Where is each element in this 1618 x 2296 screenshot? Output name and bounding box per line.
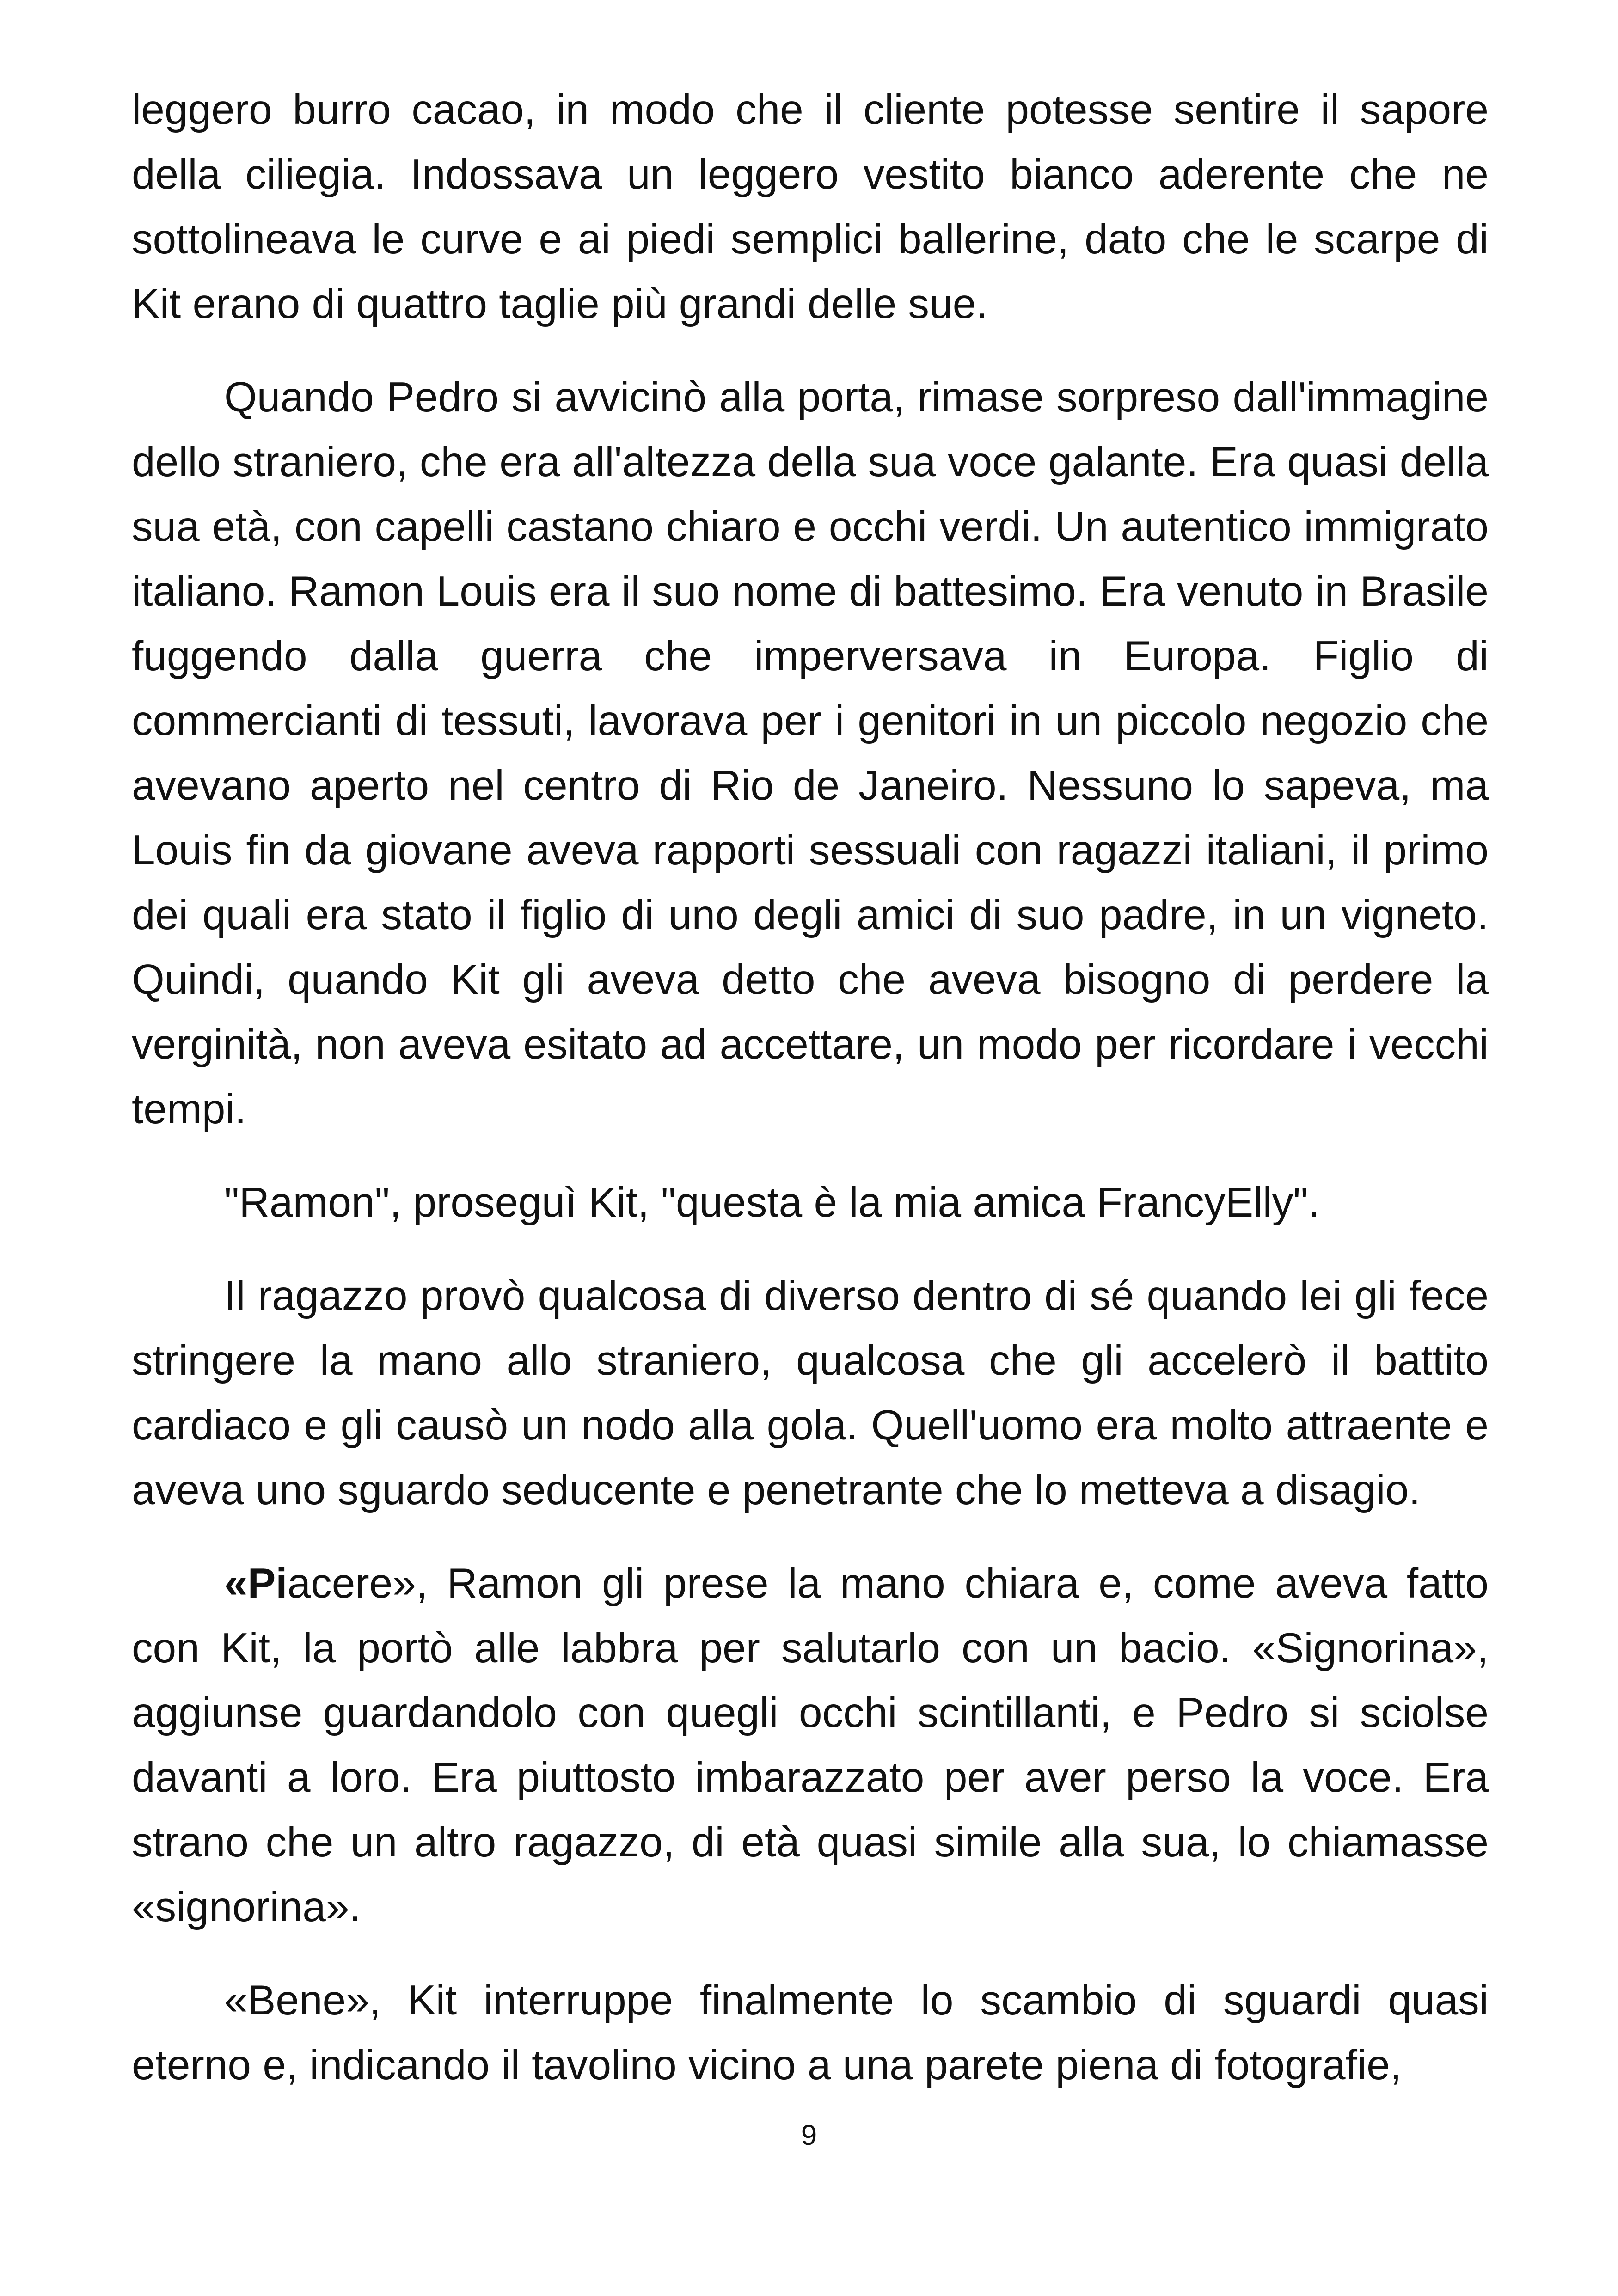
paragraph-2: Quando Pedro si avvicinò alla porta, rimase sorpreso dall'immagine dello straniero, che era all'altezza della sua voce galante. Era quasi della sua età, con capelli castano chiaro e occhi verdi. Un autentico immigrato italiano. Ramon Louis era il suo nome di battesimo. Era venuto in Brasile fuggendo dalla guerra che imperversava in Europa. Figlio di commercianti di tessuti, lavorava per i genitori in un piccolo negozio che avevano aperto nel centro di Rio de Janeiro. Nessuno lo sapeva, ma Louis fin da giovane aveva rapporti sessuali con ragazzi italiani, il primo dei quali era stato il figlio di uno degli amici di suo padre, in un vigneto. Quindi, quando Kit gli aveva detto che aveva bisogno di perdere la verginità, non aveva esitato ad accettare, un modo per ricordare i vecchi tempi. xyxy=(132,374,1489,1133)
bold-prefix: «Pi xyxy=(224,1560,288,1607)
page-number: 9 xyxy=(801,2119,817,2151)
paragraph-5-text: acere», Ramon gli prese la mano chiara e, come aveva fatto con Kit, la portò alle labbra per salutarlo con un bacio. «Signorina», aggiunse guardandolo con quegli occhi scintillanti, e Pedro si sciolse davanti a loro. Era piuttosto imbarazzato per aver perso la voce. Era strano che un altro ragazzo, di età quasi simile alla sua, lo chiamasse «signorina». xyxy=(132,1560,1489,1930)
paragraph-6: «Bene», Kit interruppe finalmente lo scambio di sguardi quasi eterno e, indicando il tavolino vicino a una parete piena di fotografie, xyxy=(132,1977,1489,2088)
body-text xyxy=(132,78,1489,2126)
paragraph-3: "Ramon", proseguì Kit, "questa è la mia amica FrancyElly". xyxy=(224,1179,1320,1226)
paragraph-1: leggero burro cacao, in modo che il cliente potesse sentire il sapore della ciliegia. Indossava un leggero vestito bianco aderente che ne sottolineava le curve e ai piedi semplici ballerine, dato che le scarpe di Kit erano di quattro taglie più grandi delle sue. xyxy=(132,86,1489,327)
paragraph-4: Il ragazzo provò qualcosa di diverso dentro di sé quando lei gli fece stringere la mano allo straniero, qualcosa che gli accelerò il battito cardiaco e gli causò un nodo alla gola. Quell'uomo era molto attraente e aveva uno sguardo seducente e penetrante che lo metteva a disagio. xyxy=(132,1273,1489,1513)
paragraph-5 xyxy=(132,1551,1489,1940)
